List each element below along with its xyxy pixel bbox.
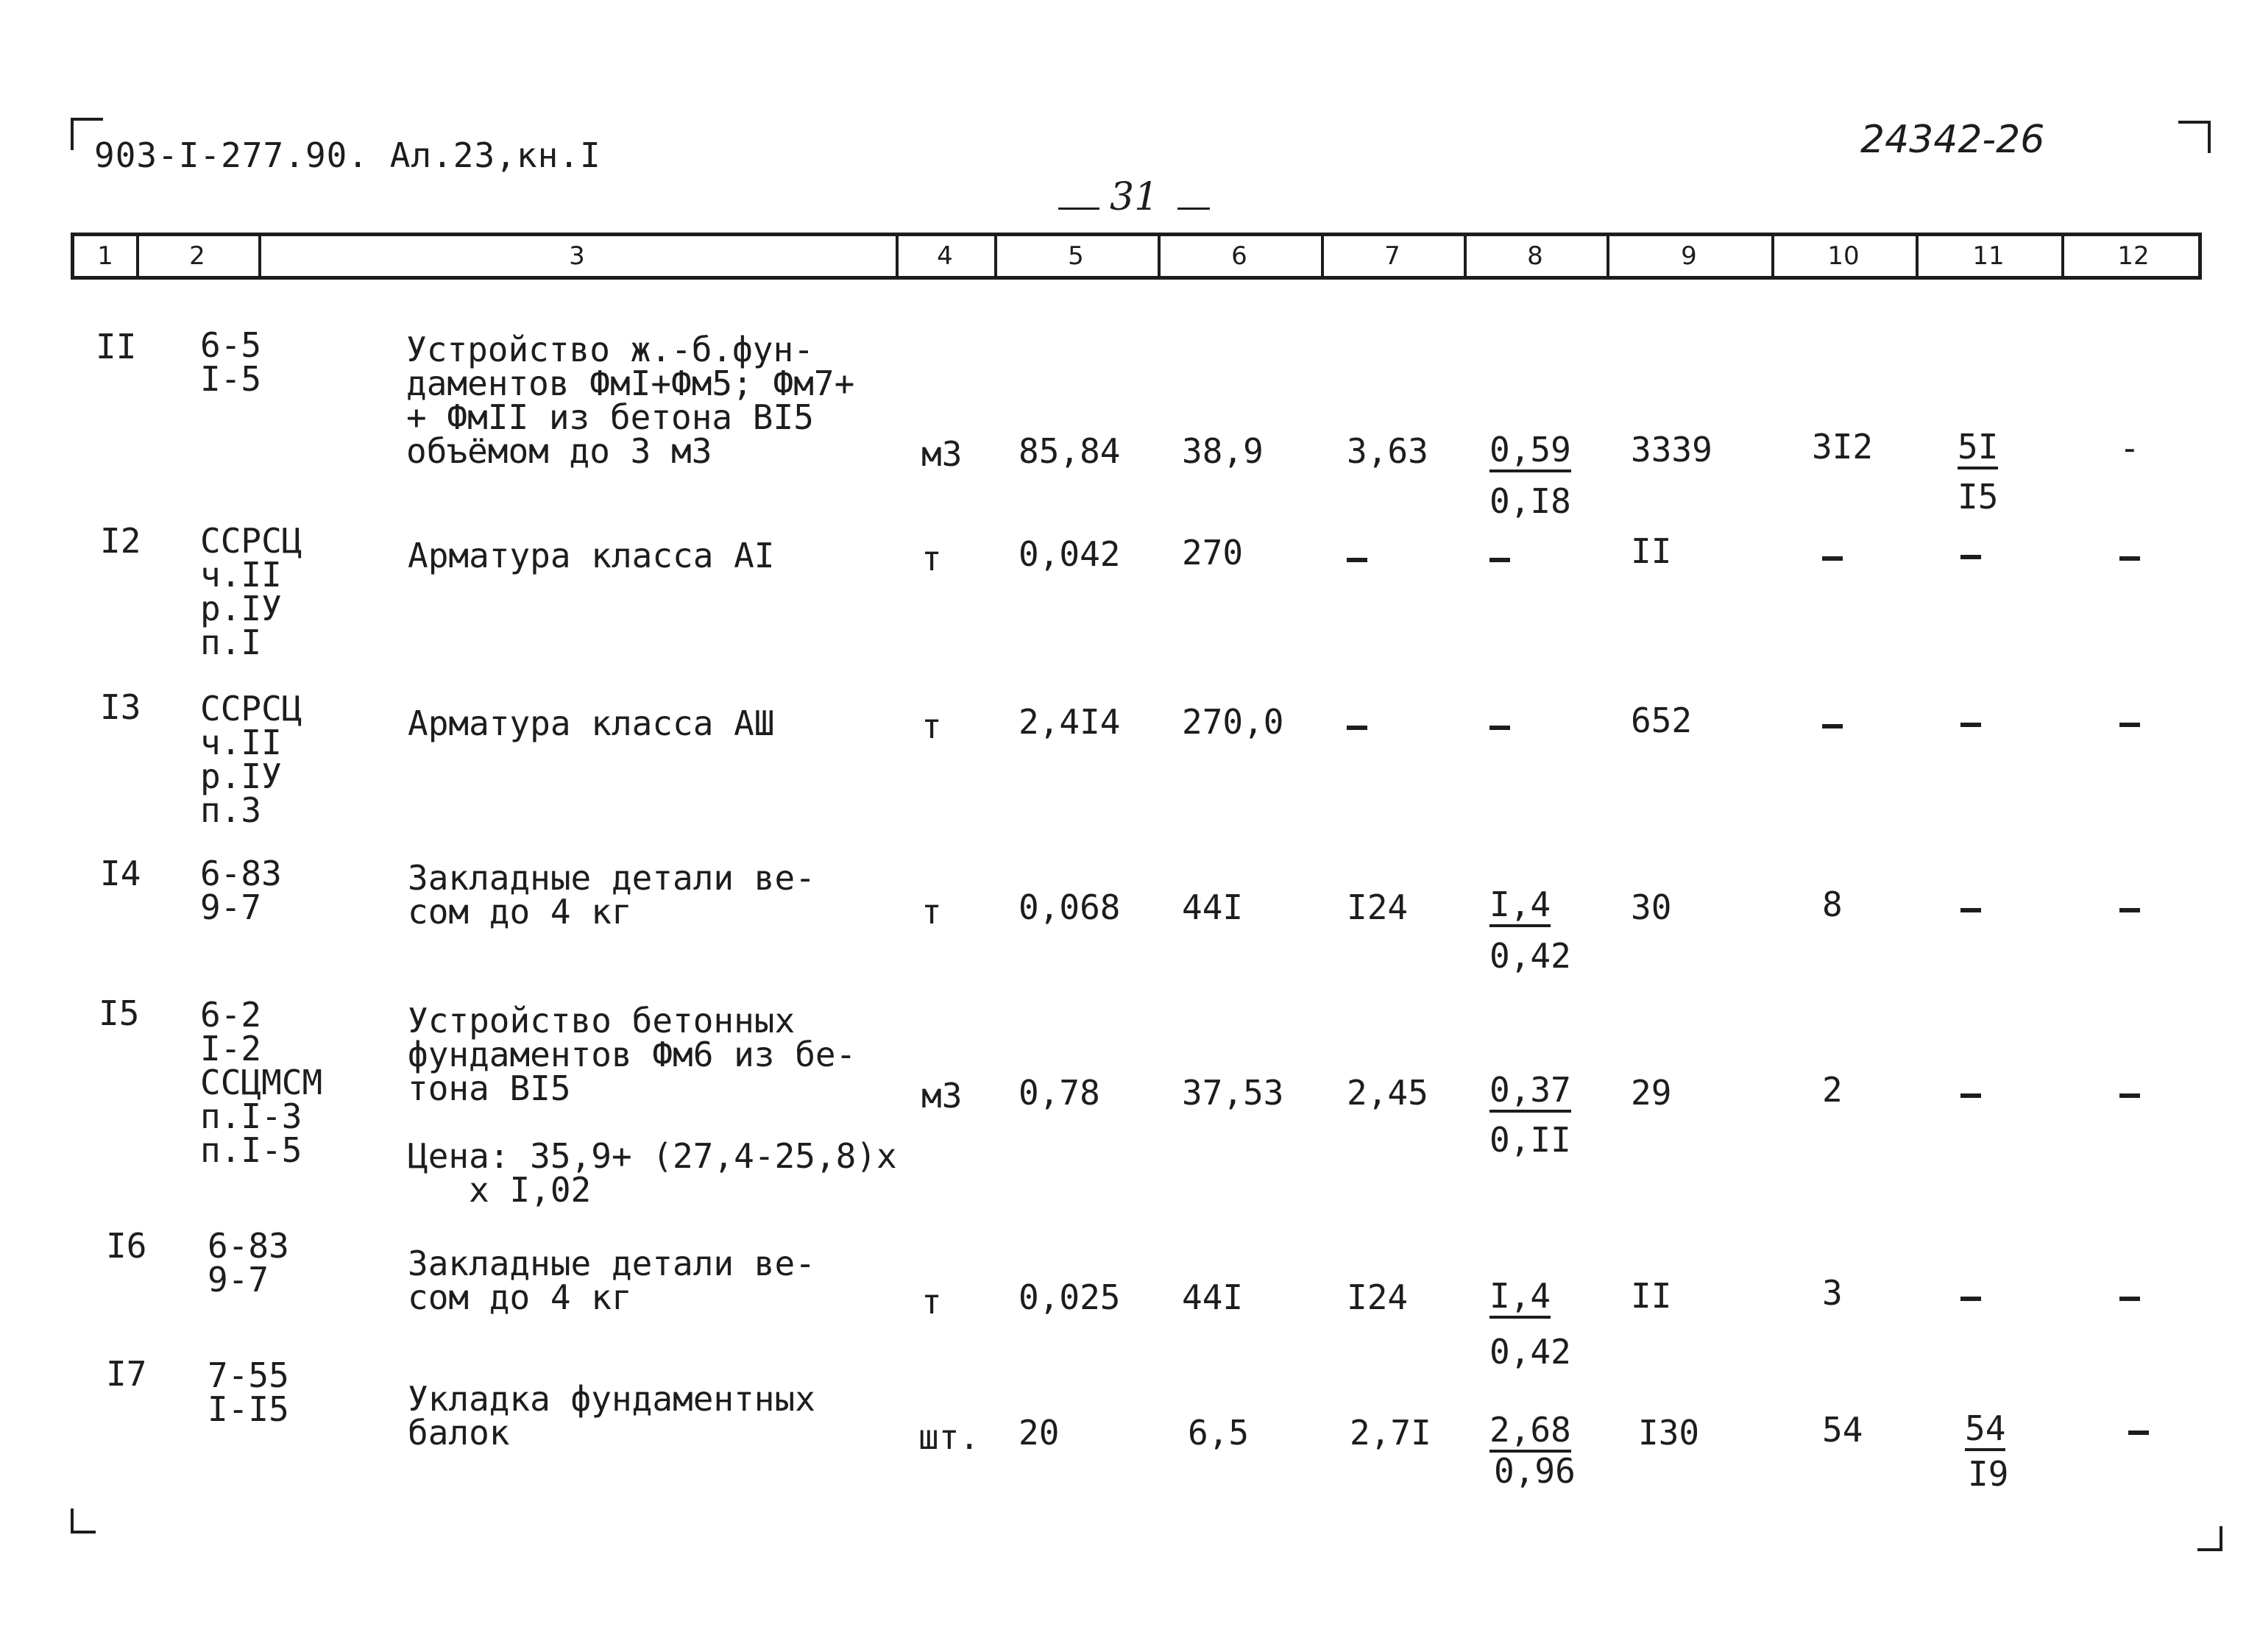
column-header-9: 9 [1681,241,1697,271]
unit-price: 38,9 [1182,431,1264,471]
unit: т [921,706,942,746]
quantity: 85,84 [1019,431,1121,471]
column-7-value: 2,45 [1347,1073,1428,1113]
column-10-value [1822,556,1843,561]
column-header-7: 7 [1384,241,1400,271]
column-10-value: 2 [1822,1070,1843,1110]
row-number: I5 [99,993,140,1033]
column-9-value: II [1631,531,1672,571]
column-10-value: 8 [1822,885,1843,924]
column-9-value: I30 [1638,1413,1700,1453]
column-10-value: 3I2 [1812,427,1874,467]
column-7-value: 3,63 [1347,431,1428,471]
column-12-value [2128,1431,2149,1435]
column-header-11: 11 [1972,241,2005,271]
column-12-value: - [2119,428,2140,468]
quantity: 2,4I4 [1019,702,1121,742]
norm-code: 6-5 I-5 [200,325,262,399]
column-header-12: 12 [2117,241,2150,271]
document-reference: 903-I-277.90. Ал.23,кн.I [94,135,601,175]
row-number: I6 [106,1226,147,1266]
work-description: Закладные детали ве- сом до 4 кг [408,858,815,932]
row-number: I4 [100,854,141,893]
work-description: Устройство бетонных фундаментов Фм6 из бе- тона BI5 [408,1001,857,1108]
column-10-value: 54 [1822,1410,1863,1450]
column-11-value [1960,555,1981,559]
unit-price: 44I [1182,1277,1244,1317]
column-8-top: 2,68 [1489,1413,1571,1453]
column-header-6: 6 [1231,241,1247,271]
column-7-value: I24 [1347,1277,1409,1317]
column-8-bottom: 0,42 [1489,1332,1571,1372]
column-7-value [1347,558,1367,562]
column-11-bottom: I5 [1958,477,1999,517]
corner-mark-bottom-right [2197,1526,2222,1551]
column-9-value: 30 [1631,887,1672,927]
column-8-bottom: 0,42 [1489,936,1571,976]
column-8-bottom: 0,I8 [1489,481,1571,521]
unit: т [921,1282,942,1322]
column-9-value: 652 [1631,701,1693,740]
unit: шт. [918,1417,980,1457]
column-7-value [1347,726,1367,730]
norm-code: ССРСЦ ч.II р.IУ п.I [200,521,302,662]
column-8-value [1489,726,1510,730]
row-number: I7 [106,1354,147,1394]
row-number: I2 [100,521,141,561]
column-header-row [71,233,2202,280]
column-8-top: 0,59 [1489,433,1571,472]
unit: м3 [921,434,963,474]
work-description: Арматура класса AI [408,536,775,575]
column-header-4: 4 [937,241,953,271]
column-11-top: 54 [1965,1411,2005,1451]
column-11-value [1960,723,1981,727]
corner-mark-top-right [2178,121,2211,153]
column-11-value [1960,1297,1981,1301]
row-number: II [96,327,137,366]
column-header-3: 3 [569,241,585,271]
quantity: 0,025 [1019,1277,1121,1317]
norm-code: 6-2 I-2 ССЦМСМ п.I-3 п.I-5 [200,995,323,1170]
norm-code: 6-83 9-7 [200,854,282,927]
quantity: 0,78 [1019,1073,1100,1113]
column-9-value: 29 [1631,1073,1672,1113]
page-number: 31 [1110,175,1159,219]
document-number: 24342-26 [1860,118,2045,162]
column-12-value [2119,908,2140,912]
page-number-dash-right [1177,208,1210,210]
norm-code: 6-83 9-7 [208,1226,289,1300]
column-12-value [2119,723,2140,727]
column-12-value [2119,1093,2140,1098]
column-header-5: 5 [1068,241,1084,271]
column-8-top: I,4 [1489,1279,1551,1319]
column-11-top: 5I [1958,430,1998,469]
unit: т [921,539,942,578]
unit: т [921,892,942,932]
page-number-dash-left [1058,208,1099,210]
price-note: Цена: 35,9+ (27,4-25,8)х х I,02 [408,1136,897,1210]
unit: м3 [921,1076,963,1116]
column-header-1: 1 [97,241,113,271]
column-12-value [2119,1297,2140,1301]
column-10-value: 3 [1822,1273,1843,1313]
unit-price: 37,53 [1182,1073,1284,1113]
column-9-value: 3339 [1631,430,1712,469]
work-description: Укладка фундаментных балок [408,1379,815,1453]
column-header-8: 8 [1527,241,1543,271]
column-10-value [1822,724,1843,728]
work-description: Закладные детали ве- сом до 4 кг [408,1244,815,1317]
column-12-value [2119,556,2140,561]
row-number: I3 [100,687,141,727]
column-8-top: 0,37 [1489,1073,1571,1113]
column-9-value: II [1631,1276,1672,1316]
norm-code: ССРСЦ ч.II р.IУ п.3 [200,689,302,830]
unit-price: 44I [1182,887,1244,927]
work-description: Устройство ж.-б.фун- даментов ФмI+Фм5; Фм7+ + ФмII из бетона BI5 объёмом до 3 м3 [406,330,855,471]
unit-price: 270,0 [1182,702,1284,742]
column-header-2: 2 [189,241,205,271]
quantity: 20 [1019,1413,1060,1453]
quantity: 0,042 [1019,534,1121,574]
column-8-bottom: 0,II [1489,1120,1571,1160]
column-8-top: I,4 [1489,887,1551,927]
column-11-bottom: I9 [1968,1454,2009,1494]
column-11-value [1960,908,1981,912]
unit-price: 270 [1182,533,1244,572]
column-header-10: 10 [1827,241,1860,271]
norm-code: 7-55 I-I5 [208,1355,289,1429]
work-description: Арматура класса AШ [408,703,775,743]
column-7-value: 2,7I [1350,1413,1431,1453]
column-8-bottom: 0,96 [1494,1451,1576,1491]
quantity: 0,068 [1019,887,1121,927]
column-7-value: I24 [1347,887,1409,927]
column-8-value [1489,558,1510,562]
unit-price: 6,5 [1188,1413,1250,1453]
column-11-value [1960,1093,1981,1098]
corner-mark-bottom-left [71,1509,96,1534]
